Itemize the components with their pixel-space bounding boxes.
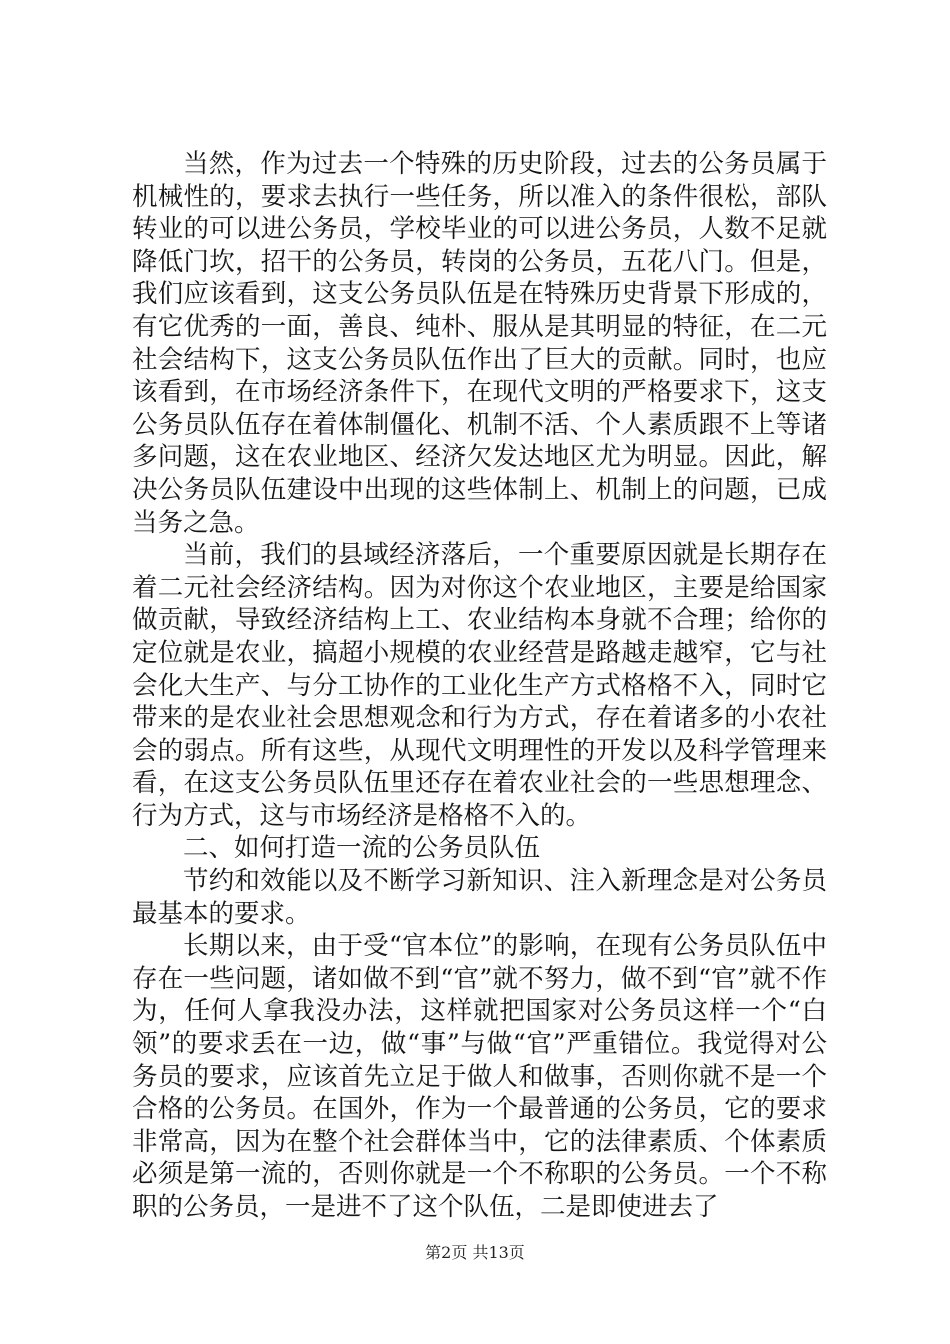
paragraph-historical-background: 当然，作为过去一个特殊的历史阶段，过去的公务员属于机械性的，要求去执行一些任务，所以准入的条件很松，部队转业的可以进公务员，学校毕业的可以进公务员，人数不足就降低门坎，招干的公务员，转岗的公务员，五花八门。但是，我们应该看到，这支公务员队伍是在特殊历史背景下形成的，有它优秀的一面，善良、纯朴、服从是其明显的特征，在二元社会结构下，这支公务员队伍作出了巨大的贡献。同时，也应该看到，在市场经济条件下，在现代文明的严格要求下，这支公务员队伍存在着体制僵化、机制不活、个人素质跟不上等诸多问题，这在农业地区、经济欠发达地区尤为明显。因此，解决公务员队伍建设中出现的这些体制上、机制上的问题，已成当务之急。	[132, 149, 827, 538]
section-heading: 二、如何打造一流的公务员队伍	[183, 833, 541, 864]
paragraph-basic-requirements: 节约和效能以及不断学习新知识、注入新理念是对公务员最基本的要求。	[132, 866, 827, 929]
paragraph-county-economy: 当前，我们的县域经济落后，一个重要原因就是长期存在着二元社会经济结构。因为对你这个农业地区，主要是给国家做贡献，导致经济结构上工、农业结构本身就不合理；给你的定位就是农业，搞超小规模的农业经营是路越走越窄，它与社会化大生产、与分工协作的工业化生产方式格格不入，同时它带来的是农业社会思想观念和行为方式，存在着诸多的小农社会的弱点。所有这些，从现代文明理性的开发以及科学管理来看，在这支公务员队伍里还存在着农业社会的一些思想理念、行为方式，这与市场经济是格格不入的。	[132, 540, 827, 831]
paragraph-official-standard: 长期以来，由于受“官本位”的影响，在现有公务员队伍中存在一些问题，诸如做不到“官”就不努力，做不到“官”就不作为，任何人拿我没办法，这样就把国家对公务员这样一个“白领”的要求丢在一边，做“事”与做“官”严重错位。我觉得对公务员的要求，应该首先立足于做人和做事，否则你就不是一个合格的公务员。在国外，作为一个最普通的公务员，它的要求非常高，因为在整个社会群体当中，它的法律素质、个体素质必须是第一流的，否则你就是一个不称职的公务员。一个不称职的公务员，一是进不了这个队伍，二是即使进去了	[132, 931, 827, 1222]
body-text	[132, 148, 827, 1224]
page-number-footer: 第2页 共13页	[425, 1243, 525, 1262]
